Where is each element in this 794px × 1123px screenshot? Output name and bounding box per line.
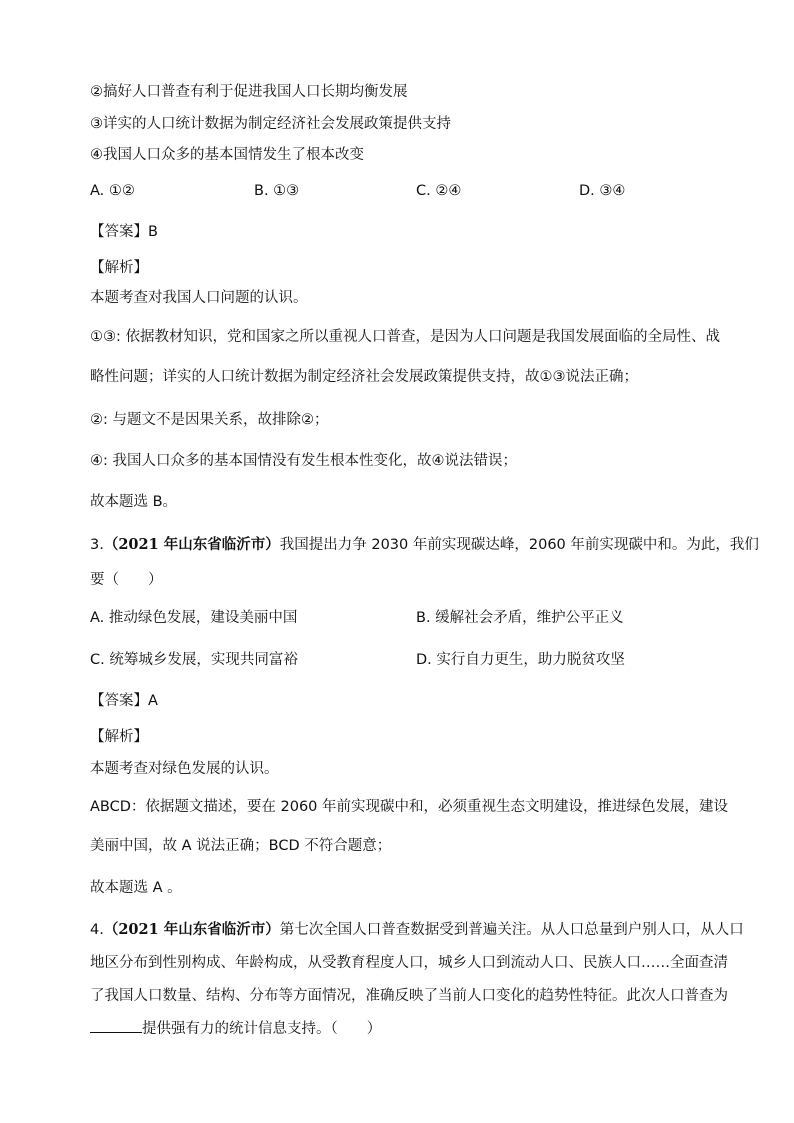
- statement-3: ③详实的人口统计数据为制定经济社会发展政策提供支持: [90, 116, 451, 132]
- answer-label: 【答案】: [90, 693, 148, 709]
- q3-option-a: A. 推动绿色发展，建设美丽中国: [90, 610, 298, 626]
- q3-stem: [90, 535, 759, 555]
- question-number: 3.: [90, 537, 104, 553]
- q4-stem-tail: 提供强有力的统计信息支持。（ ）: [142, 1021, 382, 1037]
- statement-2: ②搞好人口普查有利于促进我国人口长期均衡发展: [90, 84, 408, 100]
- q3-analysis-line: 美丽中国，故 A 说法正确；BCD 不符合题意；: [90, 838, 392, 854]
- fill-blank: [90, 1018, 142, 1033]
- q3-analysis-line: ABCD：依据题文描述，要在 2060 年前实现碳中和，必须重视生态文明建设，推进绿色发展，建设: [90, 799, 729, 815]
- q2-analysis-line: 本题考查对我国人口问题的认识。: [90, 290, 308, 306]
- q2-option-b: B. ①③: [254, 183, 300, 199]
- q3-option-d: D. 实行自力更生，助力脱贫攻坚: [416, 652, 625, 668]
- q3-stem-cont: 要（ ）: [90, 572, 163, 588]
- q2-analysis-line: 略性问题；详实的人口统计数据为制定经济社会发展政策提供支持，故①③说法正确；: [90, 369, 638, 385]
- answer-value: A: [148, 693, 158, 709]
- q2-answer: [90, 222, 158, 242]
- q4-stem-line: [90, 1018, 381, 1039]
- q2-option-a: A. ①②: [90, 183, 135, 199]
- q2-analysis-line: 故本题选 B。: [90, 494, 178, 510]
- q2-analysis-line: ④: 我国人口众多的基本国情没有发生根本性变化，故④说法错误；: [90, 453, 517, 469]
- answer-label: 【答案】: [90, 224, 148, 240]
- q3-analysis-line: 本题考查对绿色发展的认识。: [90, 761, 279, 777]
- q2-analysis-line: ②: 与题文不是因果关系，故排除②；: [90, 412, 329, 428]
- q3-option-c: C. 统筹城乡发展，实现共同富裕: [90, 652, 298, 668]
- q4-stem-line: 了我国人口数量、结构、分布等方面情况，准确反映了当前人口变化的趋势性特征。此次人口普查为: [90, 988, 728, 1004]
- statement-4: ④我国人口众多的基本国情发生了根本改变: [90, 147, 364, 163]
- q3-option-b: B. 缓解社会矛盾，维护公平正义: [416, 610, 624, 626]
- q3-analysis-label: 【解析】: [90, 729, 148, 745]
- q2-analysis-label: 【解析】: [90, 260, 148, 276]
- question-source: （2021 年山东省临沂市）: [103, 921, 280, 938]
- q2-analysis-line: ①③: 依据教材知识，党和国家之所以重视人口普查，是因为人口问题是我国发展面临的全局性、战: [90, 329, 720, 345]
- q2-option-d: D. ③④: [579, 183, 626, 199]
- q4-stem-line: 地区分布到性别构成、年龄构成，从受教育程度人口，城乡人口到流动人口、民族人口……全面查清: [90, 955, 728, 971]
- question-source: （2021 年山东省临沂市）: [103, 536, 280, 553]
- question-stem: 第七次全国人口普查数据受到普遍关注。从人口总量到户别人口，从人口: [279, 922, 744, 938]
- answer-value: B: [148, 224, 158, 240]
- question-stem: 我国提出力争 2030 年前实现碳达峰，2060 年前实现碳中和。为此，我们: [279, 537, 759, 553]
- q3-answer: [90, 691, 158, 711]
- question-number: 4.: [90, 922, 104, 938]
- q4-stem: [90, 920, 744, 940]
- q2-option-c: C. ②④: [416, 183, 462, 199]
- q3-analysis-line: 故本题选 A 。: [90, 880, 182, 896]
